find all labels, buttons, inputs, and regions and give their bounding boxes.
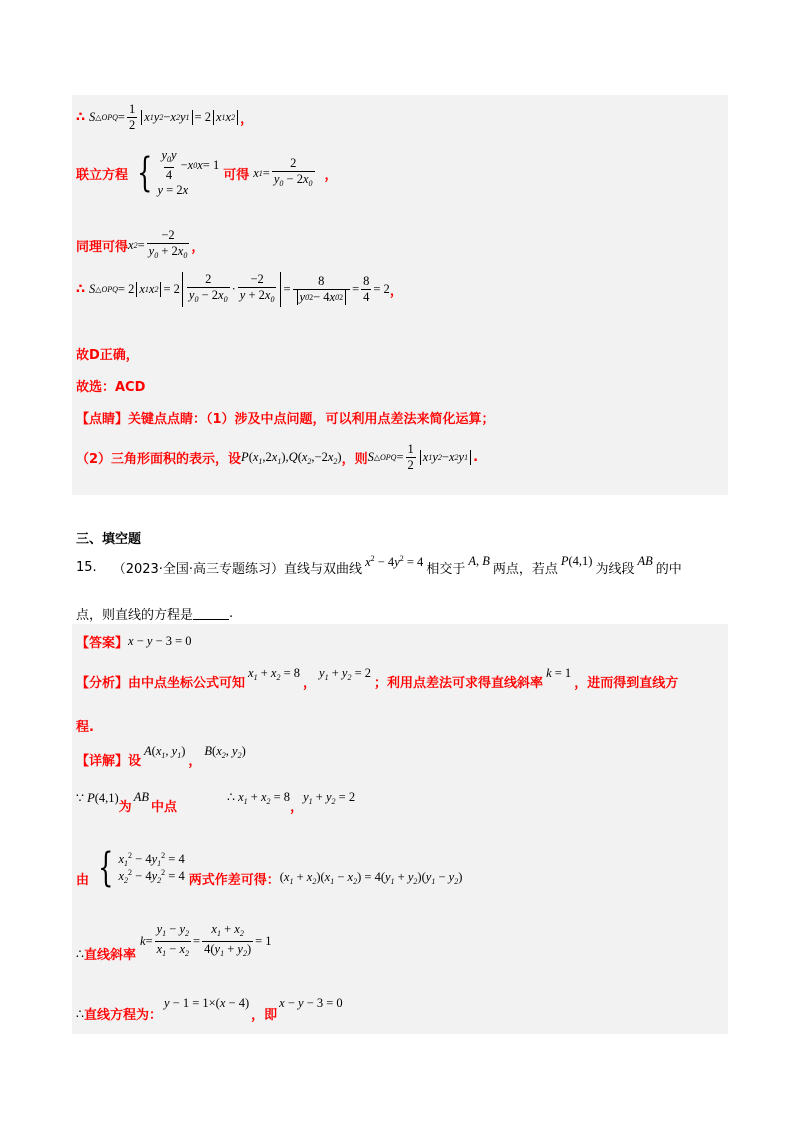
equation-system: { $\frac{y_0y}{4}$ − x 0 x = 1 y = 2x <box>137 148 220 197</box>
tip-line-2: （2）三角形面积的表示，设 $P(x_1,2x_1),Q(x_2,-2x_2)$ ，则 S △OPQ = $\frac{1}{2}$ x 1 y 2 − x 2 y 1 . <box>76 442 479 472</box>
difference-equation: $(x_1 + x_2)(x_1 - x_2) = 4(y_1 + y_2)(y_1 - y_2)$ <box>279 870 463 886</box>
section-heading: 三、填空题 <box>76 532 142 547</box>
analysis-line-2: 程. <box>76 720 94 735</box>
x-sum: $x_1 + x_2 = 8$ <box>248 665 301 682</box>
x1-formula: x 1 = $\frac{2}{y_0 - 2x_0}$ <box>253 156 316 191</box>
area-formula: S △OPQ = $\frac{1}{2}$ x 1 y 2 − x 2 y 1 = 2 x 1 x 2 <box>89 102 240 133</box>
because-p: ∵ P(4,1) <box>76 790 119 805</box>
d-correct-line: 故D正确， <box>76 348 139 363</box>
points-ab: A, B <box>468 554 490 568</box>
point-p: P(4,1) <box>560 554 593 568</box>
question-15-line-1: 15. （2023·全国·高三专题练习） 直线与双曲线 $x^2 - 4y^2 = 4$ 相交于 A, B 两点，若点 P(4,1) 为线段 AB 的中 <box>76 553 682 577</box>
joint-equations-line: 联立方程 { $\frac{y_0y}{4}$ − x 0 x = 1 y = 2x 可得 x 1 = $\frac{2}{y_0 - 2x_0}$ ， <box>76 148 338 197</box>
final-equation: x − y − 3 = 0 <box>279 996 343 1010</box>
segment-ab: AB <box>637 554 653 568</box>
analysis-line: 【分析】 由中点坐标公式可知 $x_1 + x_2 = 8$ ， $y_1 + y_2 = 2$ ；利用点差法可求得直线斜率 k = 1 ，进而得到直线方 <box>76 665 679 691</box>
answer-blank <box>193 607 229 620</box>
area-formula-line: ∴ S △OPQ = $\frac{1}{2}$ x 1 y 2 − x 2 y 1 = 2 x 1 x 2 ， <box>76 102 254 132</box>
tip-line: 【点睛】 关键点点睛：（1）涉及中点问题，可以利用点差法来简化运算； <box>76 412 495 427</box>
point-b: $B(x_2$, $y_2$) <box>204 743 246 760</box>
choice-line: 故选：ACD <box>76 380 146 395</box>
answer-line: 【答案】 x − y − 3 = 0 <box>76 634 192 651</box>
subtraction-line: 由 { $x_1^2 - 4y_1^2 = 4$ $x_2^2 - 4y_2^2 = 4$ 两式作差可得： $(x_1 + x_2)(x_1 - x_2) = 4(y_1 + y_2)(y_1 - y_2)$ <box>76 845 463 891</box>
question-15-line-2: 点，则直线的方程是 . <box>76 606 234 623</box>
slope-formula: k = $\frac{y_1 - y_2}{x_1 - x_2}$ = $\frac{x_1 + x_2}{4(y_1 + y_2)}$ = 1 <box>140 922 272 961</box>
hyperbola-equation: $x^2 - 4y^2 = 4$ <box>365 553 424 569</box>
detail-line: 【详解】 设 $A(x_1$, $y_1$) ， $B(x_2$, $y_2$) <box>76 743 246 769</box>
similarly-line: 同理可得 x 2 = $\frac{-2}{y_0 + 2x_0}$ ， <box>76 228 204 263</box>
slope-value: k = 1 <box>546 666 572 680</box>
area-formula-tip: S △OPQ = $\frac{1}{2}$ x 1 y 2 − x 2 y 1 <box>368 442 473 473</box>
y-sum-2: $y_1 + y_2 = 2$ <box>303 789 356 806</box>
line-equation-line: ∴ 直线方程为： y − 1 = 1×(x − 4) ，即 x − y − 3 = 0 <box>76 996 343 1023</box>
slope-line: ∴ 直线斜率 k = $\frac{y_1 - y_2}{x_1 - x_2}$ = $\frac{x_1 + x_2}{4(y_1 + y_2)}$ = 1 <box>76 922 272 963</box>
midpoint-line: ∵ P(4,1) 为 AB 中点 ∴ $x_1 + x_2 = 8$ ， $y_1 + y_2 = 2$ <box>76 789 356 815</box>
sum-results: ∴ $x_1 + x_2 = 8$ <box>226 790 291 806</box>
answer-equation: x − y − 3 = 0 <box>128 634 192 648</box>
point-slope-equation: y − 1 = 1×(x − 4) <box>163 996 250 1010</box>
segment-ab-2: AB <box>133 790 149 804</box>
y-sum: $y_1 + y_2 = 2$ <box>319 665 372 682</box>
area-computation-line: ∴ S △OPQ = 2 x 1 x 2 = 2 $\frac{2}{y_0 - 2x_0}$ · $\frac{-2}{y + 2x_0}$ = 8 y 0 2 − 4 x 0 2 = $\frac{8}{4}$ = 2 ， <box>76 272 403 307</box>
hyperbola-system: { $x_1^2 - 4y_1^2 = 4$ $x_2^2 - 4y_2^2 = 4$ <box>98 845 185 891</box>
x2-formula: x 2 = $\frac{-2}{y_0 + 2x_0}$ <box>128 228 191 263</box>
points-formula: $P(x_1,2x_1),Q(x_2,-2x_2)$ <box>241 449 342 466</box>
area-computation: S △OPQ = 2 x 1 x 2 = 2 $\frac{2}{y_0 - 2x_0}$ · $\frac{-2}{y + 2x_0}$ = 8 y 0 2 − 4 x 0 2 = $\frac{8}{4}$ = 2 <box>89 272 390 307</box>
point-a: $A(x_1$, $y_1$) <box>144 743 186 760</box>
